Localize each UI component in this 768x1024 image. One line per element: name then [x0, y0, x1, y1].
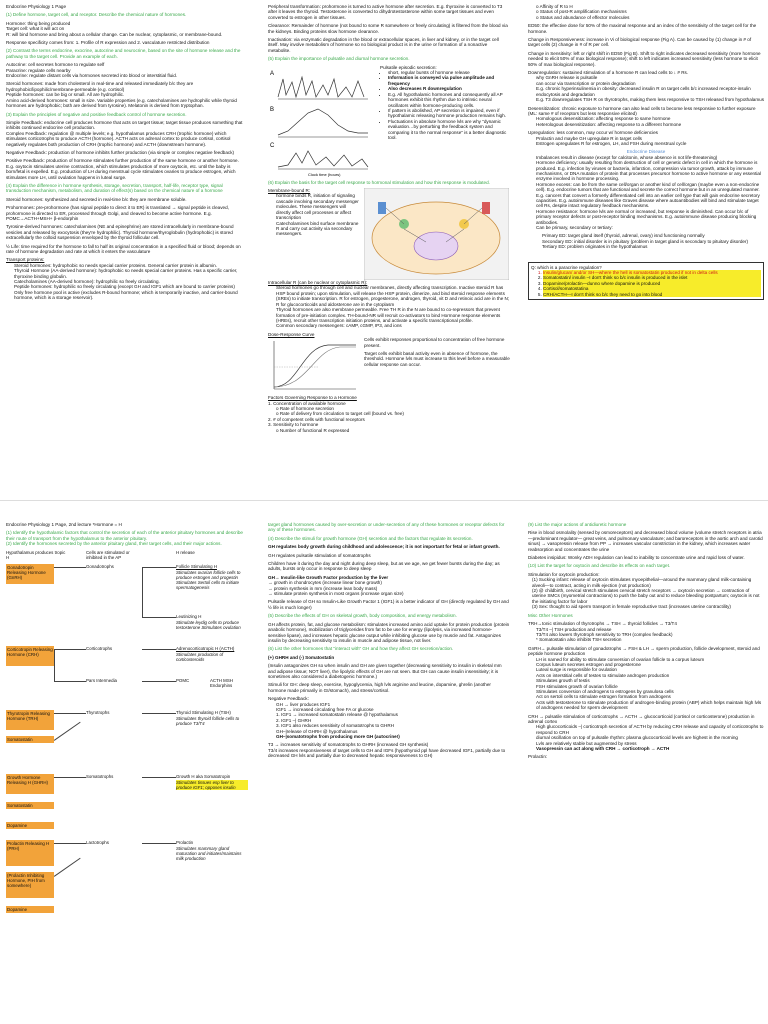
- list-item: • can occur via transcription or protein degradation: [536, 81, 764, 86]
- def-target: Target cell: what it will act on: [6, 26, 65, 32]
- pituitary-cell: Corticotrophs: [86, 645, 113, 651]
- objective-3: (3) Explain the principles of negative and positive feedback control of hormone secretion.: [6, 111, 187, 117]
- list-item: • diurnal oscillation on top of pulsatile rhythm: plasma glucocorticoid levels are highest in the morning: [536, 735, 764, 740]
- objective-1: (1) Identify the hypothalamic factors that control the secretion of each of the anterior pituitary hormones and describe their route of transport from the hypothalamus to the anterior pituitary.: [6, 530, 243, 541]
- t3-sensitivity: T3 → increases sensitivity of somatotrophs to GHRH (increased GH synthesis): [268, 742, 429, 748]
- list-item: • Stimulates growth of testis: [536, 678, 764, 683]
- clearance: Clearance: Remainder of hormone (not bound to some R somewhere or freely circulating) is filtered from the blood via the kidneys. Binding proteins slow hormone clearance.: [268, 23, 508, 34]
- hypothalamic-factor: Dopamine: [7, 906, 28, 912]
- col-header-release: H release: [176, 549, 195, 555]
- objective-6: (6) List the other hormones that "interact with" GH and how they affect GH secretion/action.: [268, 646, 454, 652]
- list-item: • FSH stimulates growth of ovarian follicle: [536, 684, 764, 689]
- peptide-hormones: Peptide hormones: can be big or small. All are hydrophilic.: [6, 92, 125, 98]
- list-item: • Hormone excess: can be from the same cell/organ or another kind of cell/organ (maybe even a non-endocrine cell). E.g. endocrine tumors that are functional and secrete the correct hormone but in an unregulated manner. E.g. cancers that convert a formerly differentiated cell into an earlier cell type that will gain endocrine secretory capacities. E.g. autoimmune diseases like Graves disease where autoantibodies will bind and stimulate target cell Rs, despite intact regulatory feedback mechanisms.: [536, 182, 764, 209]
- tyrosine-hormones: Tyrosine-derived hormones: catecholamines (NE and epinephrine) are stored intracellularly in membrane-bound vesicles and released by exocytosis (they're hydrophilic). Thyroid hormone/thyroglobulin (hydrophobic) is stored extracellularly the colloid suspension enveloped by the thyroid follicular cell.: [6, 224, 234, 241]
- list-item: • GH–|release of GHRH @ hypothalamus: [276, 729, 510, 734]
- dose-response-text-1: Cells exhibit responses proportional to concentration of free hormone present.: [364, 337, 505, 348]
- released-hormone: POMC: [176, 677, 190, 683]
- list-item: • LH is named for ability to stimulate conversion of ovarian follicle to a corpus luteum: [536, 657, 764, 662]
- pituitary-hormone-chart: [6, 550, 248, 970]
- membrane-r-title: Membrane-bound R:: [268, 188, 311, 194]
- page2-column-3: [528, 522, 764, 760]
- list-item: • Prolactin and maybe GH upregulate R in target cells: [536, 136, 764, 141]
- objective-10: (10) List the target for oxytocin and describe its effects on each target.: [528, 563, 671, 569]
- list-item: • Acts on interstitial cells of testes to stimulate androgen production: [536, 673, 764, 678]
- insulin-antagonism: (Insulin antagonizes GH so when insulin and GH are given together (decreasing sensitivity to insulin in skeletal mm and adipose tissue; NOT liver), the lipolytic effects of GH are not seen. But GH can cause insulin insensitivity; it is sometimes also considered a diabetogenic hormone.): [268, 663, 502, 679]
- page1-column-1: [6, 4, 248, 304]
- list-item: • Thyroid Hormone (AA-derived hormone): hydrophobic so needs special carrier proteins. Has a specific carrier, thyroxine binding globulin.: [14, 268, 248, 279]
- list-item: • 3. IGF1 also reduces sensitivity of somatotrophs to GHRH: [276, 723, 510, 728]
- col-header-cells: Cells are stimulated or inhibited in the AP: [86, 549, 130, 560]
- released-hormone: Growth H aka Somatotropin: [176, 773, 231, 779]
- list-item: • Catecholamines (AA-derived hormone): hydrophilic so freely circulating.: [14, 279, 248, 284]
- list-item: • Homologous desensitization: affecting response to same hormone: [536, 116, 764, 121]
- def-hormone: Hormone: thing being produced: [6, 20, 71, 26]
- ed50: ED50: the effective dose for 50% of the maximal response and an index of the sensitivity of the target cell for the hormone.: [528, 23, 757, 34]
- negative-feedback-title: Negative Feedback:: [268, 696, 309, 702]
- list-item: • Vasopressin can act along with CRH → corticotroph → ACTH: [536, 746, 764, 751]
- adh-regulation: Rise in blood osmolality (sensed by osmoreceptors) and decreased blood volume (volume stretch receptors in atria—predominant regulator— great veins, and pulmonary vasculature; and baroreceptors in the aortic arch and carotid sinus) → vasopressin release from PP → increases vascular constriction in the kidney, which increases water reabsorption and concentrates the urine: [528, 530, 763, 552]
- intracellular-r-list: [268, 285, 510, 328]
- crh-axis: CRH → pulsatile stimulation of corticotrophs → ACTH → glucocorticoid (cortisol or corticosterone) production in adrenal cortex: [528, 713, 755, 724]
- ghrh-pulsatile: GH regulates pulsatile stimulation of somatotrophs: [268, 552, 371, 558]
- disease-list: [528, 155, 764, 231]
- hypothalamic-factor: Somatostatin: [7, 802, 33, 808]
- hormone-action: Stimulates ovarian follicle cells to produce estrogen and progestin Stimulates Sertoli cells to initiate spermatogenesis: [176, 569, 241, 590]
- list-item: Primary ED: target gland itself (thyroid, adrenal, ovary) isnd functioning normally: [542, 233, 705, 239]
- gh-metabolic-effects: GH affects protein, fat, and glucose metabolism: stimulates increased amino acid uptake for protein production (protein anabolic hormone), mobilization of triglycerides from fat to be use for energy (lipolysis, via increased hormone-sensitive lipase), and increases hepatic glucose output while inhibiting glucose use by muscle and fat. Antagonizes insulin by decreasing sensitivity to insulin in muscle and adipose tissue, not liver.: [268, 621, 510, 643]
- list-item: (3) Sex: thought to aid sperm transport in female reproductive tract (increases uterine contractility): [532, 604, 731, 610]
- x-axis-label: Clock time (hours): [308, 171, 341, 177]
- negative-feedback: Negative Feedback: production of hormone inhibits further production (via simple or complex negative feedback): [6, 149, 235, 155]
- simple-feedback: Simple Feedback: endocrine cell produces hormone that acts on target tissue; target tissue produces something that inhibits continued endocrine cell production.: [6, 119, 243, 131]
- list-item: • short, regular bursts of hormone release: [388, 70, 510, 75]
- list-item: → protein synthesis in mm (increase lean body mass): [268, 585, 378, 591]
- inactivation: Inactivation: via enzymatic degradation in the blood or extracellular spaces, in liver and kidney, or in the target cell itself. May involve metabolism of hormone so no biological product is in the urine or formation of a nonactive metabolite.: [268, 37, 499, 53]
- children-sleep: Children have it during the day and night during deep sleep, but as we age, we get fewer bursts during the day; as adults, bursts only occur in response to deep sleep: [268, 561, 500, 572]
- released-hormone: Adrenocorticotropic H (ACTH): [176, 645, 235, 651]
- list-item: • Luteal surge is responsible for ovulation: [536, 667, 764, 672]
- dose-response-curve: [268, 337, 360, 395]
- objective-1: (1) Define hormone, target cell, and receptor. Describe the chemical nature of hormones.: [6, 12, 187, 18]
- list-item: • Steroid hormones: hydrophobic so needs special carrier proteins. General carrier protein is albumin.: [14, 263, 248, 268]
- list-item: Tertiary ED: problem originates in the hypothalamus: [542, 244, 648, 250]
- desensitization-list: [528, 116, 764, 127]
- hormone-action: Stimulates thyroid follicle cells to produce T3/T4: [176, 715, 240, 726]
- oxytocin-title: Stimulation for oxytocin production:: [528, 571, 600, 577]
- prohormones: Prohormones: pre-prohormone (has signal peptide to direct it to ER) is translated → signal peptide is cleaved, prohormone is directed to ER, processed through Golgi, and cleaved to become active hormone. E.g. POMC→ACTH+MSH+ β-endorphin: [6, 205, 229, 221]
- affinity-list: [528, 4, 764, 20]
- response-specificity: Response specificity comes from: 1. Profile of R expression and 2. vasculature restricted distribution: [6, 40, 210, 46]
- released-hormone: Leutinizing H: [176, 613, 202, 619]
- complex-feedback: Complex Feedback: regulation @ multiple levels; e.g. hypothalamus produces CRH (trophic hormone) which stimulates corticotrophs to produce ACTH (hormone). ACTH acts on adrenal cortex to produce cortisol, cortisol negatively regulates both production of CRH (trophic hormone) and ACTH (downstream hormone).: [6, 130, 231, 147]
- list-item: o Rate of hormone secretion: [276, 405, 334, 411]
- trh-list: [528, 627, 764, 643]
- list-item: • Catecholamines bind surface membrane R and carry out activity via secondary messengers.: [276, 221, 360, 237]
- hormone-action: ACTH MSH Endorphins: [210, 677, 233, 688]
- gh-body-growth: GH regulates body growth during childhood and adolescence; it is not important for fetal or infant growth.: [268, 544, 500, 550]
- list-item: 5. CRH/ACTH—I don't think so b/c they need to go into blood: [543, 292, 761, 297]
- panel-b-label: B: [270, 106, 275, 113]
- released-hormone: Thyroid Stimulating H (TSH): [176, 709, 231, 715]
- prolactin-heading: Prolactin:: [528, 754, 548, 760]
- dose-response-title: Dose-Response Curve: [268, 331, 315, 337]
- steroid-hormones: Steroid hormones: made from cholesterol in real-time and released immediately b/c they are hydrophobic/lipophilic/membrane-permeable (e.g. cortisol): [6, 81, 194, 92]
- list-item: (2) @ childbirth, cervical stretch stimulates cervical stretch receptors → oxytocin secretion → contraction of uterine SMCs (myometrial contractions) to push the baby out and to reduce bleeding postpartum; oxytocin is not the initiating factor for labor: [532, 588, 760, 604]
- list-item: • Lvls are relatively stable but augmented by stress: [536, 741, 764, 746]
- transport-title: Transport proteins:: [6, 257, 45, 263]
- list-item: • 1. IGF1 → increased somatostatin release @ hypothalamus: [276, 712, 510, 717]
- endocrine-disease-title: Endocrine Disease: [626, 149, 666, 155]
- list-item: 1. Insulin/glucan/ and/or SH—where the hell is somatostatin produced if not in delta cells: [543, 270, 761, 275]
- transport-list: [6, 263, 248, 301]
- t3-responsiveness: T3/4 increases responsiveness of target cells to GH and IGFs (hypothyroid ppl have decreased IGF1, partially due to decreased GH lvls and partially due to decreased hepatic responsiveness to GH): [268, 747, 506, 759]
- pituitary-cell: Pars Intermedia: [86, 677, 117, 683]
- released-hormone: Follicle Stimulating H: [176, 563, 217, 569]
- gh-igf-axis-list: [268, 580, 510, 596]
- pituitary-cell: Thyrotrophs: [86, 709, 110, 715]
- ed-levels-list: [528, 233, 764, 249]
- panel-a-label: A: [270, 70, 275, 77]
- list-item: • hormone binds R, initiation of signaling cascade involving secondary messenger molecules. These messengers will directly affect cell processes or affect transcription: [276, 193, 360, 220]
- gnrh-axis: GnRH→ pulsatile stimulation of gonadotrophs → FSH & LH → sperm production, follicle development, steroid and peptide hormone production: [528, 645, 760, 657]
- def-autocrine: Autocrine: cell secretes hormone to regulate self: [6, 62, 105, 68]
- ghrh-somatostatin: (+) GHRH and (-) Somatostatin: [268, 654, 335, 660]
- list-item: • 2. IGF1 –| GHRH: [276, 718, 510, 723]
- membrane-r-list: [268, 193, 360, 236]
- list-item: • T3/T4 –| TSH production and release: [536, 627, 764, 632]
- target-gland-note: target gland hormones caused by over-secretion or under-secretion of any of these hormones or receptor defects for any of these hormones.: [268, 522, 505, 533]
- list-item: 3. Dopamine/prolactin—dunno where dopamine is produced: [543, 281, 761, 286]
- list-item: • Also decreases R downregulation: [388, 86, 510, 91]
- hypothalamic-factor: Dopamine: [7, 822, 28, 828]
- list-item: • GH–|somatotrophs from producing more GH (autocrine!): [276, 734, 510, 739]
- list-item: • Peptide hormones: hydrophilic so freely circulating (except GH and IGF1 which are bound to carrier proteins): [14, 284, 248, 289]
- objective-6: (6) Explain the basis for the target cell response to hormonal stimulation and how this response is modulated.: [268, 179, 490, 185]
- list-item: • Stimulates conversion of androgens to estrogens by granulosa cells: [536, 689, 764, 694]
- list-item: • Steroid hormones go through cell and nuclear membranes, directly affecting transcription. Inactive steroid R has HSP bound protein; upon stimulation, will release the HSP protein, dimerize, and bind steroid response elements (SREs) to initiate transcription. R for estrogen, progesterone, androgen, thyroid, vit D and retinoic acid are in the N; R for glucocorticoids and aldosterone are in the cytoplasm: [276, 285, 510, 307]
- list-item: • Acts with testosterone to stimulate production of androgen-binding protein (ABP) which helps maintain high lvls of androgens needed for sperm development: [536, 700, 764, 711]
- panel-c-label: C: [270, 142, 275, 149]
- list-item: o Rate of delivery from circulation to target cell (bound vs. free): [276, 411, 404, 417]
- list-item: • why GnRH release is pulsatile: [536, 75, 764, 80]
- upregulation-title: Upregulation: less common, may occur w/ hormone deficiencies: [528, 130, 658, 136]
- list-item: Secondary ED: initial disorder is in pituitary (problem in target gland is secondary to pituitary disorder): [542, 238, 749, 244]
- list-item: • Thyroid hormones are also membrane permeable. Free TH R in the N are bound to co-repressors that prevent formation of pre-initiation complex. TH-bound-NR will recruit co-activators to bind Hormone response elements (HREs), recruit other transcription initiation proteins, and activate a specific transcriptional profile.: [276, 307, 510, 323]
- positive-feedback: Positive Feedback: production of hormone stimulates further production of the same hormone or another hormone. E.g. oxytocin stimulates uterine contraction, which stimulates production of more oxytocin, etc. until the baby is born/fetal is expelled. E.g. production of LH during menstrual cycle stimulates ovaries to produce estrogen, which stimulates more LH, until ovulation happens in luteal surge.: [6, 158, 239, 180]
- pituitary-cell: Somatotrophs: [86, 773, 114, 779]
- list-item: • E.g. chronic hyperinsulinemia in obesity: decreased insulin R on target cells b/c increased receptor-insulin endocytosis and degradation: [536, 86, 764, 97]
- page1-column-2: [268, 4, 510, 433]
- misc-hormones-title: Misc Other Hormones: [528, 612, 573, 618]
- page2-column-1: [6, 522, 248, 970]
- list-item: • High glucocorticoids –| corticotroph secretion of ACTH by reducing CRH release and capacity of corticotrophs to respond to CRH: [536, 724, 764, 735]
- list-item: • Imbalances result in disease (except for calcitonin, whose absence is not life-threatening): [536, 155, 764, 160]
- upregulation-list: [528, 136, 764, 147]
- notes-page-2: [0, 518, 768, 1024]
- list-item: • E.g. All hypothalamic hormones and consequently all AP hormones exhibit this rhythm due to intrinsic neural oscillators within hormone-producing cells.: [388, 92, 510, 108]
- amino-acid-hormones: Amino acid-derived hormones: small in size. Variable properties (e.g. catecholamines are hydrophilic while thyroid hormones are hydrophobic; both are derived from tyrosine). Melatonin is derived from tryptophan.: [6, 97, 237, 109]
- gh-igf-axis-title: GH→ Insulin-like Growth Factor production by the liver: [268, 574, 389, 580]
- col-header-hypothalamus: Hypothalamus produces tropic H: [6, 549, 66, 560]
- objective-2: (2) Identify the hormones secreted by the anterior pituitary gland, their target cells, and their major actions.: [6, 541, 222, 547]
- def-receptor: R: will bind hormone and bring about a cellular change. Can be nuclear, cytoplasmic, or membrane-bound.: [6, 31, 223, 37]
- list-item: • Information is conveyed via pulse amplitude and frequency: [388, 75, 510, 86]
- half-life: ½ Life: time required for the hormone to fall to half its original concentration in a specified fluid or blood; depends on rate of hormone degradation and rate at which it enters the vasculature: [6, 243, 241, 255]
- factors-title: Factors Governing Response to a Hormone: [268, 395, 357, 401]
- gnrh-list: [528, 657, 764, 711]
- peripheral-transformation: Peripheral transformation: prohormone is turned to active hormone after secretion. E.g. thyroxine is converted to T3 after it leaves the thyroid. Testosterone is converted to dihydrotestosterone within some target tissues and even converted to estrogen in other tissues.: [268, 4, 503, 20]
- list-item: • Corpus luteum secretes estrogen and progesterone: [536, 662, 764, 667]
- hormone-action: Stimulates production of corticosteroids: [176, 651, 224, 662]
- objective-9: (9) List the major actions of antidiuretic hormone: [528, 522, 627, 527]
- trh-axis: TRH→tonic stimulation of thyrotrophs → TSH → thyroid follicles → T3/T4: [528, 621, 677, 627]
- list-item: • T3/T4 also lowers thyrotroph sensitivity to TRH (complex feedback): [536, 632, 764, 637]
- list-item: • Hormone deficiency: usually resulting from destruction of cell or genetic defect in cell in which the hormone is produced. E.g. infection by viruses or bacteria, infarction, compression via tumor growth, attack by immune mechanisms, or DNA mutation of protein that processes precursor hormone to active hormone or any essential enzyme involved in hormone processing.: [536, 160, 764, 182]
- list-item: • Estrogen upregulates R for estrogen, LH, and FSH during menstrual cycle: [536, 141, 764, 146]
- desensitization: Desensitization: chronic exposure to hormone can also lead cells to become less responsive to further exposure (ML: same # of receptors but less responsive elicited): [528, 105, 756, 116]
- downregulation-list: [528, 75, 764, 102]
- list-item: o Status and abundance of effector molecules: [536, 14, 630, 20]
- objective-2: (2) Contrast the terms endocrine, exocrine, autocrine and neurocrine, based on the site of hormone release and the pathway to the target cell. Provide an example of each.: [6, 48, 241, 59]
- hypothalamic-factor: (Prolactin Inhibiting Hormone, PIH from somewhere): [7, 872, 45, 888]
- negative-feedback-list: [268, 702, 510, 740]
- crh-list: [528, 724, 764, 751]
- hypothalamic-factor: Prolactin Releasing H (PRH): [7, 840, 50, 851]
- list-item: o Status of post-R amplification mechanisms: [536, 9, 627, 15]
- list-item: • Can be primary, secondary or tertiary:: [536, 225, 764, 230]
- list-item: • Only free hormone pool is active (excludes R-bound hormone; which is temporarily inactive, and carrier-bound hormone, which is a storage reservoir).: [14, 290, 248, 301]
- hormone-action: Stimulate leydig cells to produce testosterone Stimulates ovulation: [176, 619, 241, 630]
- pulsatile-list: [380, 70, 510, 140]
- list-item: • Heterologous desensitization: affecting response to a different hormone: [536, 122, 764, 127]
- dose-response-text-2: Target cells exhibit basal activity even in absence of hormone, the threshold. Hormone lvls must increase to this level before a measurable cellular response can occur.: [364, 350, 510, 367]
- pituitary-cell: Lactotrophs: [86, 839, 109, 845]
- list-item: → growth in chondrocytes (increase linear bone growth): [268, 580, 382, 586]
- hormone-action: Stimulates mammary gland maturation and initiates/maintains milk production: [176, 845, 242, 861]
- factors-list: [268, 401, 510, 433]
- pulsatile-title: Pulsatile episodic secretion:: [380, 64, 437, 70]
- page-title: Endocrine Physiology 1 Page: [6, 4, 67, 9]
- objective-5: (5) Describe the effects of GH on skeletal growth, body composition, and energy metabolism.: [268, 613, 457, 619]
- paracrine-question-box: [528, 262, 764, 300]
- list-item: • GH → liver produces IGF1: [276, 702, 510, 707]
- list-item: • If pattern is abolished, AP secretion is impaired, even if hypothalamic releasing hormone production remains high.: [388, 108, 510, 119]
- list-item: 2. Somatostatin/ insulin –I don't think so b/c insulin is produced in the islet: [543, 275, 761, 280]
- downregulation-title: Downregulation: sustained stimulation of a hormone R can lead cells to ↓ # Rs.: [528, 70, 689, 76]
- pulsatile-secretion-figure: [268, 67, 376, 177]
- list-item: o Affinity of R to H: [536, 4, 573, 9]
- page-separator: [0, 500, 768, 520]
- list-item: • IGF1 → increased circulating free FA or glucose: [276, 707, 510, 712]
- question-options: [531, 270, 761, 297]
- list-item: → stimulate protein synthesis in most organs (increase organ size): [268, 591, 404, 597]
- page-title: Endocrine Physiology 1 Page, 2nd lecture *Hormone = H: [6, 522, 122, 527]
- hypothalamic-factor: Corticotropin Releasing Hormone (CRH): [7, 646, 53, 657]
- def-paracrine: Paracrine: regulate cells nearby: [6, 67, 71, 73]
- pituitary-cell: Gonadotrophs: [86, 563, 114, 569]
- list-item: • Fluctuations in absolute hormone lvls are why "dynamic evaluation…by perturbing the feedback system and comparing it to the normal response" is a better diagnostic tool.: [388, 119, 510, 141]
- hypothalamic-factor: Thyrotropin Releasing Hormone (TRH): [7, 710, 50, 721]
- receptor-signaling-diagram: [364, 188, 509, 280]
- list-item: 4. Cortisol/somatostatina: [543, 286, 761, 291]
- objective-5: (5) Explain the importance of pulsatile and diurnal hormone secretion.: [268, 56, 410, 62]
- notes-page-1: [0, 0, 768, 500]
- list-item: • * Somatostatin also inhibits TSH secretion: [536, 637, 764, 642]
- list-item: • Hormone resistance: hormone lvls are normal or increased, but response is diminished. Can occur b/c of primary receptor defects or post-receptor binding mechanisms. E.g. autoimmune disease producing blocking antibodies.: [536, 209, 764, 225]
- list-item: 3. Sensitivity to hormone: [268, 422, 319, 428]
- hypothalamic-factor: Gonadotropin Releasing Hormone (GnRH): [7, 564, 46, 580]
- list-item: 1. Concentration of available hormone: [268, 400, 346, 406]
- list-item: 2. # of competent cells with functional receptors: [268, 416, 365, 422]
- page2-column-2: [268, 522, 510, 762]
- page1-column-3: [528, 4, 764, 303]
- objective-4: (4) Describe the stimuli for growth hormone (GH) secretion and the factors that regulate its secretion.: [268, 535, 473, 541]
- released-hormone: Prolactin: [176, 839, 194, 845]
- list-item: • Act on sertoli cells to stimulate estrogen formation from androgens: [536, 694, 764, 699]
- list-item: o Number of functional R expressed: [276, 427, 350, 433]
- hypothalamic-factor: Somatostatin: [7, 736, 33, 742]
- list-item: • E.g. T3 downregulates TSH R on thyrotrophs, making them less responsive to TSH released from hypothalamus: [536, 97, 764, 102]
- objective-4: (4) Explain the difference in hormone synthesis, storage, secretion, transport, half-life, receptor type, signal transduction mechanism, metabolism, and duration of effect(s) based on the chemical nature of a hormone: [6, 182, 223, 194]
- hypothalamic-factor: Growth Hormone Releasing H (GHRH): [7, 774, 48, 785]
- diabetes-insipidus: Diabetes insipidus: Wonky ADH regulation can lead to inability to concentrate urine and rapid loss of water.: [528, 555, 745, 561]
- list-item: (1) Sucking infant: release of oxytocin stimulates myoepithelial—around the mammary gland milk-containing alveoli—to contract, acting in milk ejection (not production): [532, 577, 752, 588]
- gh-stimuli: Stimuli for GH: deep sleep, exercise, hypoglycemia, high lvls arginine and leucine, dopamine, ghrelin (another hormone made primarily in GI/stomach), and stress/cortisol.: [268, 682, 491, 693]
- change-sensitivity: Change in Sensitivity: left or right shift in ED50 (Fig B). Shift to right indicates decreased sensitivity (more hormone needed to elicit 50% of max biological response); shift to left indicates increased sensitivity (less hormone to elicit 50% of max biological response).: [528, 50, 761, 67]
- oxytocin-list: [528, 577, 764, 609]
- hormone-action: Stimulates tissues esp liver to produce IGF1; opposes insulin: [176, 780, 248, 790]
- question-title: Q: which is a paracrine regulation?: [531, 264, 602, 270]
- pulsatile-gh: Pulsatile release of GH so Insulin-Like Growth Factor 1 (IGF1) is a better indicator of GH (directly regulated by GH and ½ life is much longer): [268, 599, 509, 610]
- def-endocrine: Endocrine: regulate distant cells via hormones secreted into blood or interstitial fluid.: [6, 73, 178, 79]
- list-item: • Common secondary messengers: cAMP, cGMP, IP3, and ions: [276, 323, 510, 328]
- change-responsiveness: Change in Responsiveness: increase in Vi of biological response (Fig A). Can be caused by (1) change in # of target cells (2) change in # of R per cell.: [528, 37, 752, 48]
- steroid-synthesis: Steroid hormones: synthesized and secreted in real-time b/c they are membrane soluble.: [6, 196, 187, 202]
- intracellular-r-title: Intracellular R (can be nuclear or cytoplasmic R):: [268, 280, 368, 286]
